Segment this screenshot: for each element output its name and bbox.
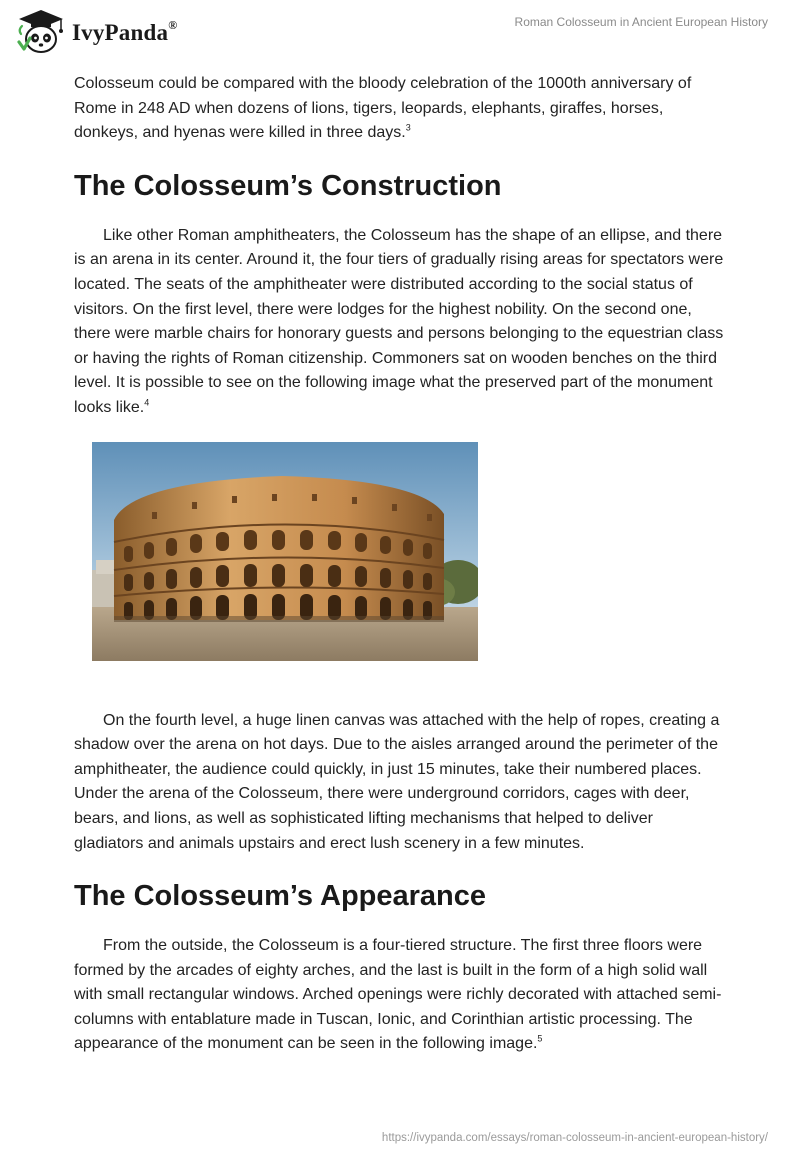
footnote-ref-5[interactable]: 5: [537, 1034, 543, 1045]
colosseum-illustration: [92, 442, 478, 661]
paragraph-2: Like other Roman amphitheaters, the Colosseum has the shape of an ellipse, and there is an arena in its center. Around it, the four tiers of gradually rising areas for spectators were located. The seats of the amphitheater were distributed according to the social status of visitors. On the first level, there were lodges for the highest nobility. On the second one, there were marble chairs for honorary guests and persons belonging to the equestrian class or having the rights of Roman citizenship. Commoners sat on wooden benches on the third level. It is possible to see on the following image what the preserved part of the monument looks like.$^4$: [74, 226, 724, 416]
registered-mark: ®: [168, 18, 178, 33]
source-url[interactable]: https://ivypanda.com/essays/roman-colosseum-in-ancient-european-history/: [381, 1132, 768, 1144]
page-header: [0, 0, 800, 64]
footnote-ref-3[interactable]: 3: [405, 122, 411, 133]
colosseum-photo: [92, 442, 478, 661]
panda-graduate-icon: [16, 8, 66, 54]
ivypanda-logo[interactable]: [16, 8, 177, 54]
brand-name: IvyPanda®: [72, 18, 178, 45]
section-heading-appearance: The Colosseum’s Appearance: [74, 880, 487, 913]
footnote-ref-4[interactable]: 4: [144, 397, 150, 408]
paragraph-3: On the fourth level, a huge linen canvas was attached with the help of ropes, creating a shadow over the arena on hot days. Due to the aisles arranged around the perimeter of the amphitheater, the audience could quickly, in just 15 minutes, take their numbered places. Under the arena of the Colosseum, there were underground corridors, cages with deer, bears, and lions, as well as sophisticated lifting mechanisms that helped to deliver gladiators and animals upstairs and erect lush scenery in a few minutes.: [74, 711, 720, 852]
running-title: Roman Colosseum in Ancient European History: [514, 15, 768, 29]
paragraph-1: Colosseum could be compared with the bloody celebration of the 1000th anniversary of Rome in 248 AD when dozens of lions, tigers, leopards, elephants, giraffes, horses, donkeys, and hyenas were killed in three days.$^3$: [74, 75, 692, 142]
section-heading-construction: The Colosseum’s Construction: [74, 169, 502, 202]
paragraph-4: From the outside, the Colosseum is a four-tiered structure. The first three floors were formed by the arcades of eighty arches, and the last is built in the form of a high solid wall with small rectangular windows. Arched openings were richly decorated with attached semi-columns with entablature made in Tuscan, Ionic, and Corinthian artistic processing. The appearance of the monument can be seen in the following image.$^5$: [74, 937, 722, 1053]
